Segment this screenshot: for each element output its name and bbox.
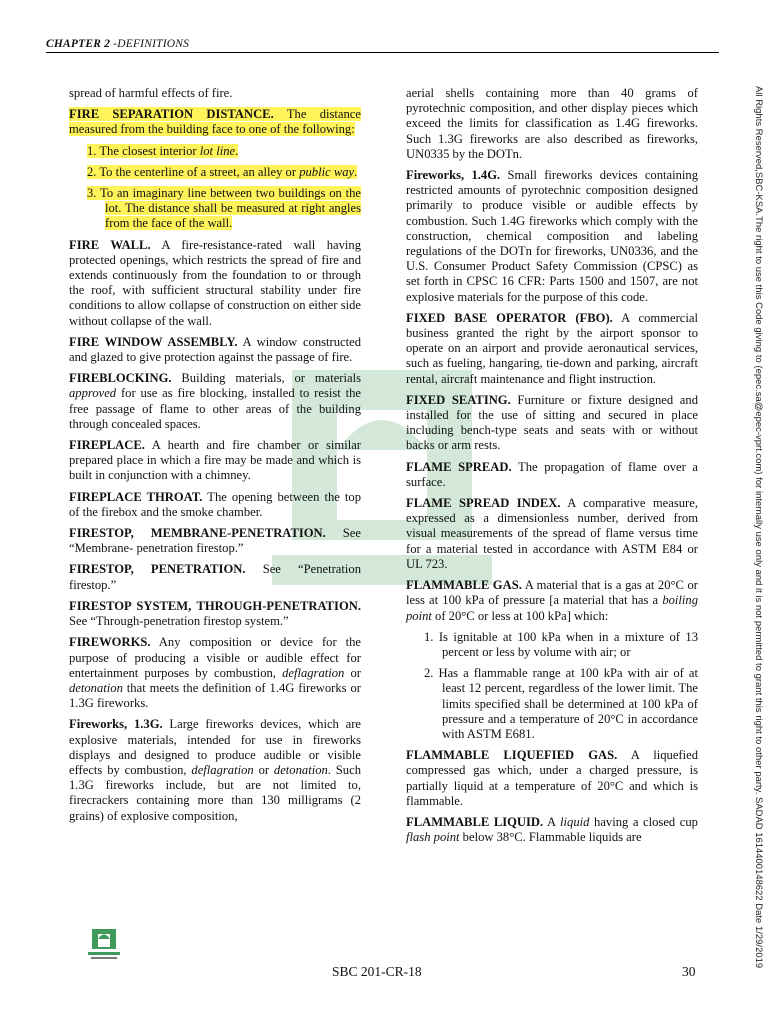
- definition-fireworks-1-3g: Fireworks, 1.3G. Large fireworks devices, which are explosive materials, intended for use in fireworks displays and designed to produce audible or visible effects by combustion, deflagration or detonation. Such 1.3G fireworks include, but are not limited to, firecrackers containing more than 130 milligrams (2 grains) of explosive composition,: [69, 717, 362, 823]
- definition-flame-spread-index: FLAME SPREAD INDEX. A comparative measure, expressed as a dimensionless number, derived from visual measurements of the spread of flame versus time for a material tested in accordance with ASTM E84 or UL 723.: [406, 496, 698, 571]
- definition-flammable-gas: FLAMMABLE GAS. A material that is a gas at 20°C or less at 100 kPa of pressure [a material that has a boiling point of 20°C or less at 100 kPa] which:: [406, 578, 698, 623]
- definition-fire-separation-distance: FIRE SEPARATION DISTANCE. The distance measured from the building face to one of the following:: [69, 107, 361, 137]
- page-header: [46, 34, 719, 53]
- section-label: -DEFINITIONS: [110, 38, 190, 50]
- definition-flame-spread: FLAME SPREAD. The propagation of flame over a surface.: [406, 459, 699, 489]
- definition-flammable-liquid: FLAMMABLE LIQUID. A liquid having a closed cup flash point below 38°C. Flammable liquids are: [406, 814, 698, 845]
- right-column: [406, 86, 698, 851]
- left-column: [69, 86, 361, 830]
- definition-fireworks-1-4g: Fireworks, 1.4G. Small fireworks devices containing restricted amounts of pyrotechnic composition designed primarily to produce visible or audible effects by combustion. Such 1.4G fireworks which comply with the construction, chemical composition and labeling regulations of the DOTn for fireworks, UN0336, and the U.S. Consumer Product Safety Commission (CPSC) as set forth in CPSC 16 CFR: Parts 1500 and 1507, are not explosive materials for the purpose of this code.: [406, 168, 699, 304]
- definition-flammable-liquefied-gas: FLAMMABLE LIQUEFIED GAS. A liquefied compressed gas which, under a charged pressure, is partially liquid at a temperature of 20°C and which is flammable.: [406, 748, 699, 808]
- definition-fixed-seating: FIXED SEATING. Furniture or fixture designed and installed for the use of sitting and secured in place including bench-type seats and seats with or without backs or arm rests.: [406, 392, 698, 453]
- paragraph-continued: aerial shells containing more than 40 grams of pyrotechnic composition, and other display pieces which exceed the limits for classification as 1.4G fireworks. Such 1.3G fireworks are also described as fireworks, UN0335 by the DOTn.: [406, 86, 698, 161]
- side-copyright-notice: [752, 86, 766, 969]
- definition-fireworks: FIREWORKS. Any composition or device for the purpose of producing a visible or audible effect for entertainment purposes by combustion, deflagration or detonation that meets the definition of 1.4G fireworks or 1.3G fireworks.: [69, 635, 361, 711]
- definition-firestop-penetration: FIRESTOP, PENETRATION. See “Penetration firestop.”: [69, 562, 361, 592]
- list-item: 2. To the centerline of a street, an alley or public way.: [87, 164, 358, 179]
- chapter-label: CHAPTER 2: [46, 38, 111, 50]
- list-item: 1. Is ignitable at 100 kPa when in a mixture of 13 percent or less by volume with air; or: [424, 629, 698, 659]
- definition-fireblocking: FIREBLOCKING. Building materials, or materials approved for use as fire blocking, installed to resist the free passage of flame to other areas of the building through concealed spaces.: [69, 371, 361, 431]
- page-number: 30: [682, 964, 696, 979]
- definition-fireplace-throat: FIREPLACE THROAT. The opening between the top of the firebox and the smoke chamber.: [69, 489, 361, 519]
- definition-firestop-system: FIRESTOP SYSTEM, THROUGH-PENETRATION. See “Through-penetration firestop system.”: [69, 598, 361, 629]
- definition-firestop-membrane-penetration: FIRESTOP, MEMBRANE-PENETRATION. See “Membrane- penetration firestop.”: [69, 526, 361, 556]
- footer-code: SBC 201-CR-18: [332, 964, 422, 979]
- definition-fireplace: FIREPLACE. A hearth and fire chamber or similar prepared place in which a fire may be made and which is built in conjunction with a chimney.: [69, 438, 361, 483]
- sbc-logo-icon: [86, 927, 122, 961]
- definition-fire-wall: FIRE WALL. A fire-resistance-rated wall having protected openings, which restricts the spread of fire and extends continuously from the foundation to or through the roof, with sufficient structural stability under fire conditions to allow collapse of construction on either side without collapse of the wall.: [69, 237, 361, 328]
- list-item: 2. Has a flammable range at 100 kPa with air of at least 12 percent, regardless of the lower limit. The limits specified shall be determined at 100 kPa of pressure and a temperature of 20°C in accordance with ASTM E681.: [424, 666, 698, 741]
- copyright-text: All Rights Reserved,SBC-KSA.The right to use this Code giving to (epec.sa@epec-vprt.com) for internally use only and it is not permitted to grant this right to other party. SADAD 1614400148622 Date 1/29/2019: [754, 86, 765, 969]
- definition-fire-window-assembly: FIRE WINDOW ASSEMBLY. A window constructed and glazed to give protection against the passage of fire.: [69, 334, 361, 365]
- term: FIRE SEPARATION DISTANCE.: [69, 107, 274, 122]
- definition-fixed-base-operator: FIXED BASE OPERATOR (FBO). A commercial business granted the right by the airport sponsor to operate on an airport and provide aeronautical services, such as fueling, hangaring, tie-down and parking, aircraft rental, aircraft maintenance and flight instruction.: [406, 310, 698, 386]
- list-item: 3. To an imaginary line between two buildings on the lot. The distance shall be measured at right angles from the face of the wall.: [87, 186, 361, 231]
- paragraph-continued: spread of harmful effects of fire.: [69, 86, 233, 100]
- list-item: 1. The closest interior lot line.: [87, 143, 239, 158]
